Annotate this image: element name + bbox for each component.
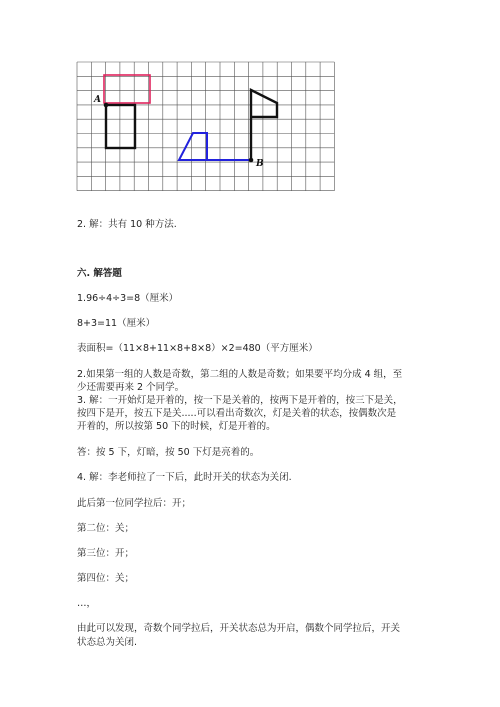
section-heading-6: 六. 解答题 [77, 268, 122, 279]
answer-2-line-1: 2.如果第一组的人数是奇数，第二组的人数是奇数；如果要平均分成 4 组，至 [77, 369, 403, 380]
answer-1-surface-area: 表面积=（11×8+11×8+8×8）×2=480（平方厘米） [77, 343, 318, 354]
answer-4-conclusion-1: 由此可以发现，奇数个同学拉后，开关状态总为开启，偶数个同学拉后，开关 [77, 623, 401, 634]
answer-1-step-1: 1.96÷4÷3=8（厘米） [77, 293, 179, 304]
point-a [104, 103, 109, 108]
answer-3-line-2: 按四下是开，按五下是关.....可以看出奇数次，灯是关着的状态，按偶数次是 [77, 408, 397, 419]
flag-pole [251, 90, 277, 160]
answer-3-line-1: 3. 解：一开始灯是开着的，按一下是关着的，按两下是开着的，按三下是关， [77, 395, 403, 406]
answer-2-ways: 2. 解：共有 10 种方法. [77, 219, 177, 230]
point-a-label: A [94, 95, 101, 105]
answer-2-line-2: 少还需要再来 2 个同学。 [77, 382, 185, 393]
answer-4-first: 此后第一位同学拉后：开； [77, 498, 192, 509]
red-rectangle [104, 75, 150, 103]
point-b [249, 158, 254, 163]
answer-4-ellipsis: …， [77, 598, 97, 609]
answer-1-step-2: 8+3=11（厘米） [77, 318, 156, 329]
answer-4-intro: 4. 解：李老师拉了一下后，此时开关的状态为关闭. [77, 472, 292, 483]
answer-4-third: 第三位：开； [77, 548, 135, 559]
answer-3-line-3: 开着的，所以按第 50 下的时候，灯是开着的。 [77, 421, 276, 432]
point-b-label: B [256, 159, 264, 169]
grid-figure [0, 0, 500, 200]
blue-trapezoid [179, 133, 251, 160]
answer-4-fourth: 第四位：关； [77, 573, 135, 584]
square-grid [77, 62, 334, 191]
answer-4-conclusion-2: 状态总为关闭. [77, 637, 138, 648]
answer-4-second: 第二位：关； [77, 523, 135, 534]
answer-3-conclusion: 答：按 5 下，灯暗，按 50 下灯是亮着的。 [77, 447, 260, 458]
black-rectangle [106, 105, 135, 148]
